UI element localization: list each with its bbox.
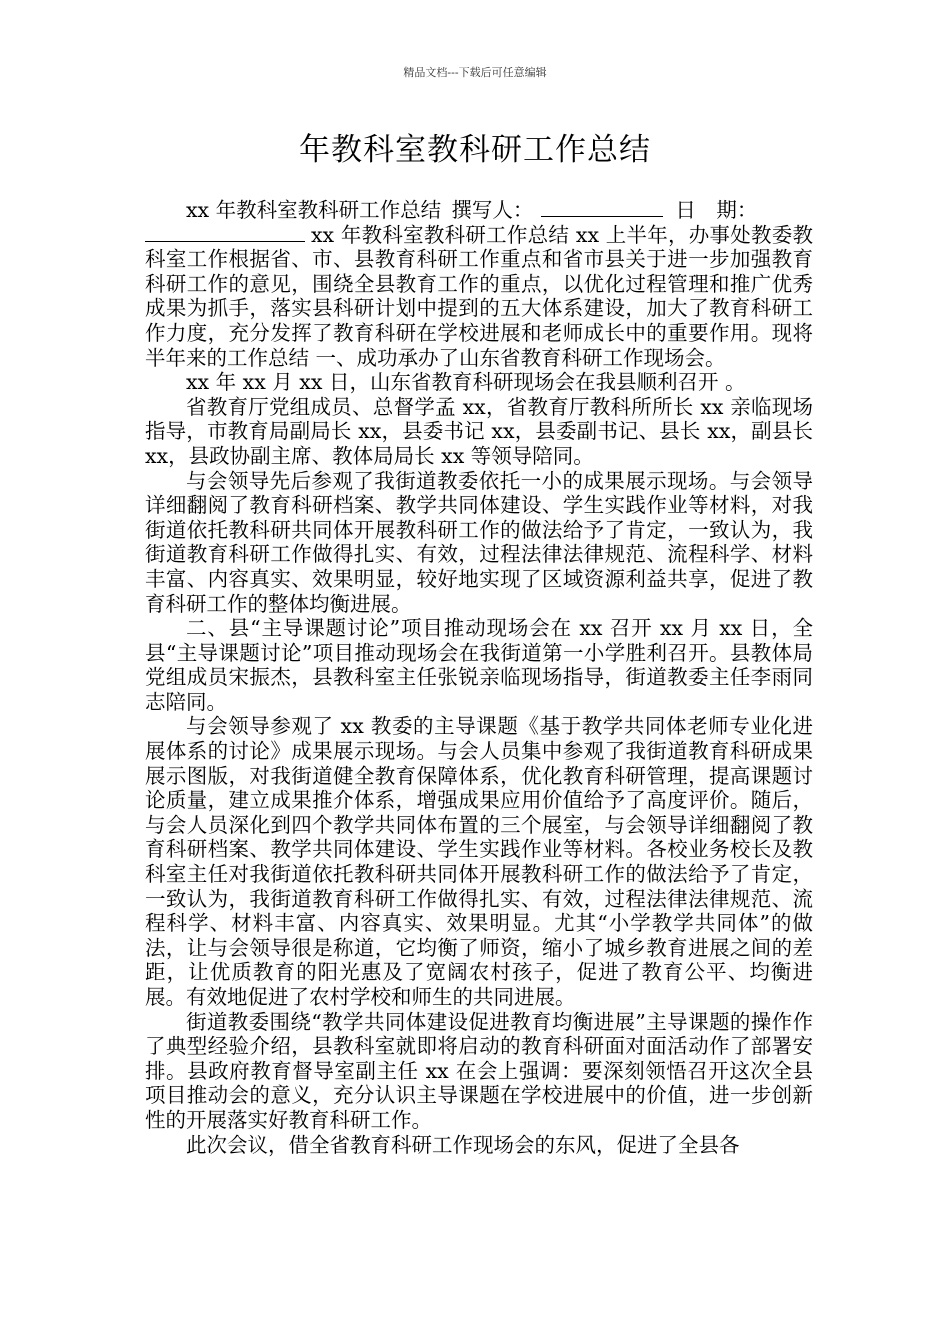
summary-title: xx 年教科室教科研工作总结	[186, 198, 442, 222]
date-blank	[145, 223, 305, 242]
paragraph-5: 二、县“主导课题讨论”项目推动现场会在 xx 召开 xx 月 xx 日，全县“主导课题讨论”项目推动现场会在我街道第一小学胜利召开。县教体局党组成员宋振杰，县教科室主任张锐亲临现场指导，街道教委主任李雨同志陪同。	[145, 616, 813, 714]
date-label: 日 期：	[675, 198, 758, 222]
paragraph-1: xx 年教科室教科研工作总结 xx 上半年，办事处教委教科室工作根据省、市、县教育科研工作重点和省市县关于进一步加强教育科研工作的意见，围绕全县教育工作的重点，以优化过程管理和推广优秀成果为抓手，落实县科研计划中提到的五大体系建设，加大了教育科研工作力度，充分发挥了教育科研在学校进展和老师成长中的重要作用。现将半年来的工作总结 一、成功承办了山东省教育科研工作现场会。	[145, 222, 813, 370]
document-body	[145, 198, 813, 1157]
author-blank	[541, 198, 663, 217]
paragraph-8: 此次会议，借全省教育科研工作现场会的东风，促进了全县各	[186, 1132, 740, 1157]
paragraph-7: 街道教委围绕“教学共同体建设促进教育均衡进展”主导课题的操作作了典型经验介绍，县教科室就即将启动的教育科研面对面活动作了部署安排。县政府教育督导室副主任 xx 在会上强调：要深刻领悟召开这次全县项目推动会的意义，充分认识主导课题在学校进展中的价值，进一步创新性的开展落实好教育科研工作。	[145, 1009, 813, 1132]
paragraph-4: 与会领导先后参观了我街道教委依托一小的成果展示现场。与会领导详细翻阅了教育科研档案、教学共同体建设、学生实践作业等材料，对我街道依托教科研共同体开展教科研工作的做法给予了肯定，一致认为，我街道教育科研工作做得扎实、有效，过程法律法律规范、流程科学、材料丰富、内容真实、效果明显，较好地实现了区域资源利益共享，促进了教育科研工作的整体均衡进展。	[145, 468, 813, 616]
paragraph-3: 省教育厅党组成员、总督学孟 xx，省教育厅教科所所长 xx 亲临现场指导，市教育局副局长 xx，县委书记 xx，县委副书记、县长 xx，副县长 xx，县政协副主席、教体局局长 xx 等领导陪同。	[145, 394, 813, 468]
header-note: 精品文档---下载后可任意编辑	[403, 66, 547, 79]
info-line	[145, 198, 813, 223]
document-title: 年教科室教科研工作总结	[299, 132, 651, 168]
paragraph-2: xx 年 xx 月 xx 日，山东省教育科研现场会在我县顺利召开 。	[186, 370, 746, 395]
author-label: 撰写人：	[451, 198, 534, 222]
paragraph-6: 与会领导参观了 xx 教委的主导课题《基于教学共同体老师专业化进展体系的讨论》成果展示现场。与会人员集中参观了我街道教育科研成果展示图版，对我街道健全教育保障体系，优化教育科研管理，提高课题讨论质量，建立成果推介体系，增强成果应用价值给予了高度评价。随后，与会人员深化到四个教学共同体布置的三个展室，与会领导详细翻阅了教育科研档案、教学共同体建设、学生实践作业等材料。各校业务校长及教科室主任对我街道依托教科研共同体开展教科研工作的做法给予了肯定，一致认为，我街道教育科研工作做得扎实、有效，过程法律法律规范、流程科学、材料丰富、内容真实、效果明显。尤其“小学教学共同体”的做法，让与会领导很是称道，它均衡了师资，缩小了城乡教育进展之间的差距，让优质教育的阳光惠及了宽阔农村孩子，促进了教育公平、均衡进展。有效地促进了农村学校和师生的共同进展。	[145, 714, 813, 1009]
